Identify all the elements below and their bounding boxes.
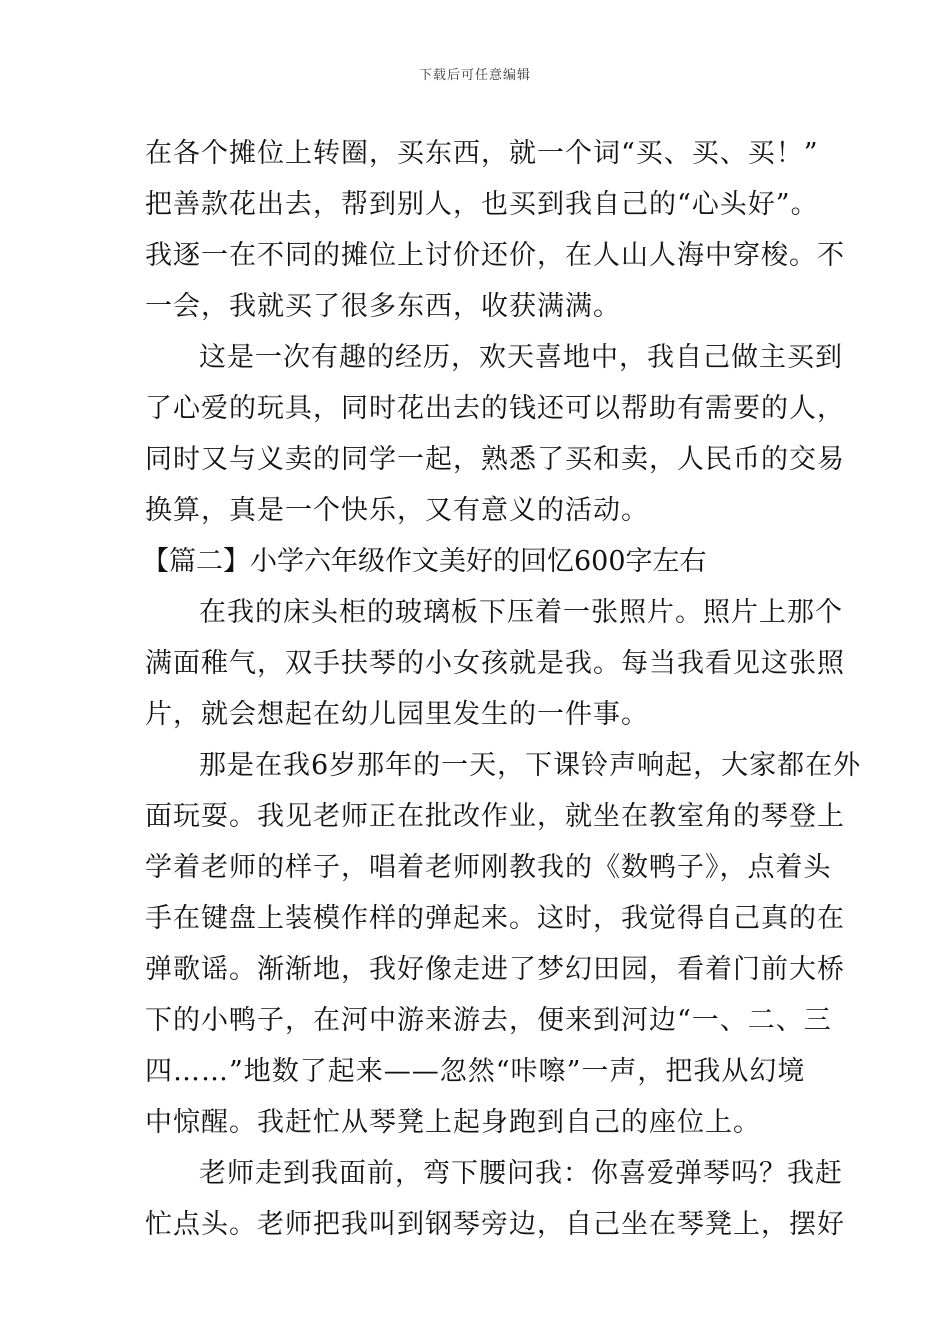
body-line: 一会，我就买了很多东西，收获满满。 <box>145 291 621 322</box>
paragraph-start-line: 这是一次有趣的经历，欢天喜地中，我自己做主买到 <box>199 342 843 373</box>
body-line: 面玩耍。我见老师正在批改作业，就坐在教室角的琴登上 <box>145 801 845 832</box>
body-line: 下的小鸭子，在河中游来游去，便来到河边“一、二、三 <box>145 1005 832 1036</box>
document-body <box>142 128 862 1250</box>
body-line: 同时又与义卖的同学一起，熟悉了买和卖，人民币的交易 <box>145 444 845 475</box>
body-line: 片，就会想起在幼儿园里发生的一件事。 <box>145 699 649 730</box>
body-line: 了心爱的玩具，同时花出去的钱还可以帮助有需要的人， <box>145 393 845 424</box>
body-line: 忙点头。老师把我叫到钢琴旁边，自己坐在琴凳上，摆好 <box>145 1209 845 1240</box>
body-line: 学着老师的样子，唱着老师刚教我的《数鸭子》，点着头 <box>145 852 832 883</box>
body-line: 把善款花出去，帮到别人，也买到我自己的“心头好”。 <box>145 189 819 220</box>
body-line: 弹歌谣。渐渐地，我好像走进了梦幻田园，看着门前大桥 <box>145 954 845 985</box>
paragraph-start-line: 在我的床头柜的玻璃板下压着一张照片。照片上那个 <box>199 597 843 628</box>
paragraph-start-line: 老师走到我面前，弯下腰问我：你喜爱弹琴吗？我赶 <box>199 1158 843 1189</box>
body-line: 四……”地数了起来——忽然“咔嚓”一声，把我从幻境 <box>145 1056 806 1087</box>
body-line: 在各个摊位上转圈，买东西，就一个词“买、买、买！” <box>145 138 819 169</box>
body-line: 满面稚气，双手扶琴的小女孩就是我。每当我看见这张照 <box>145 648 845 679</box>
body-line: 中惊醒。我赶忙从琴凳上起身跑到自己的座位上。 <box>145 1107 761 1138</box>
body-line: 我逐一在不同的摊位上讨价还价，在人山人海中穿梭。不 <box>145 240 845 271</box>
body-line: 手在键盘上装模作样的弹起来。这时，我觉得自己真的在 <box>145 903 845 934</box>
page-header: 下载后可任意编辑 <box>418 68 531 83</box>
paragraph-start-line: 那是在我6岁那年的一天，下课铃声响起，大家都在外 <box>199 750 862 781</box>
section-heading: 【篇二】小学六年级作文美好的回忆600字左右 <box>142 546 707 577</box>
body-line: 换算，真是一个快乐，又有意义的活动。 <box>145 495 649 526</box>
